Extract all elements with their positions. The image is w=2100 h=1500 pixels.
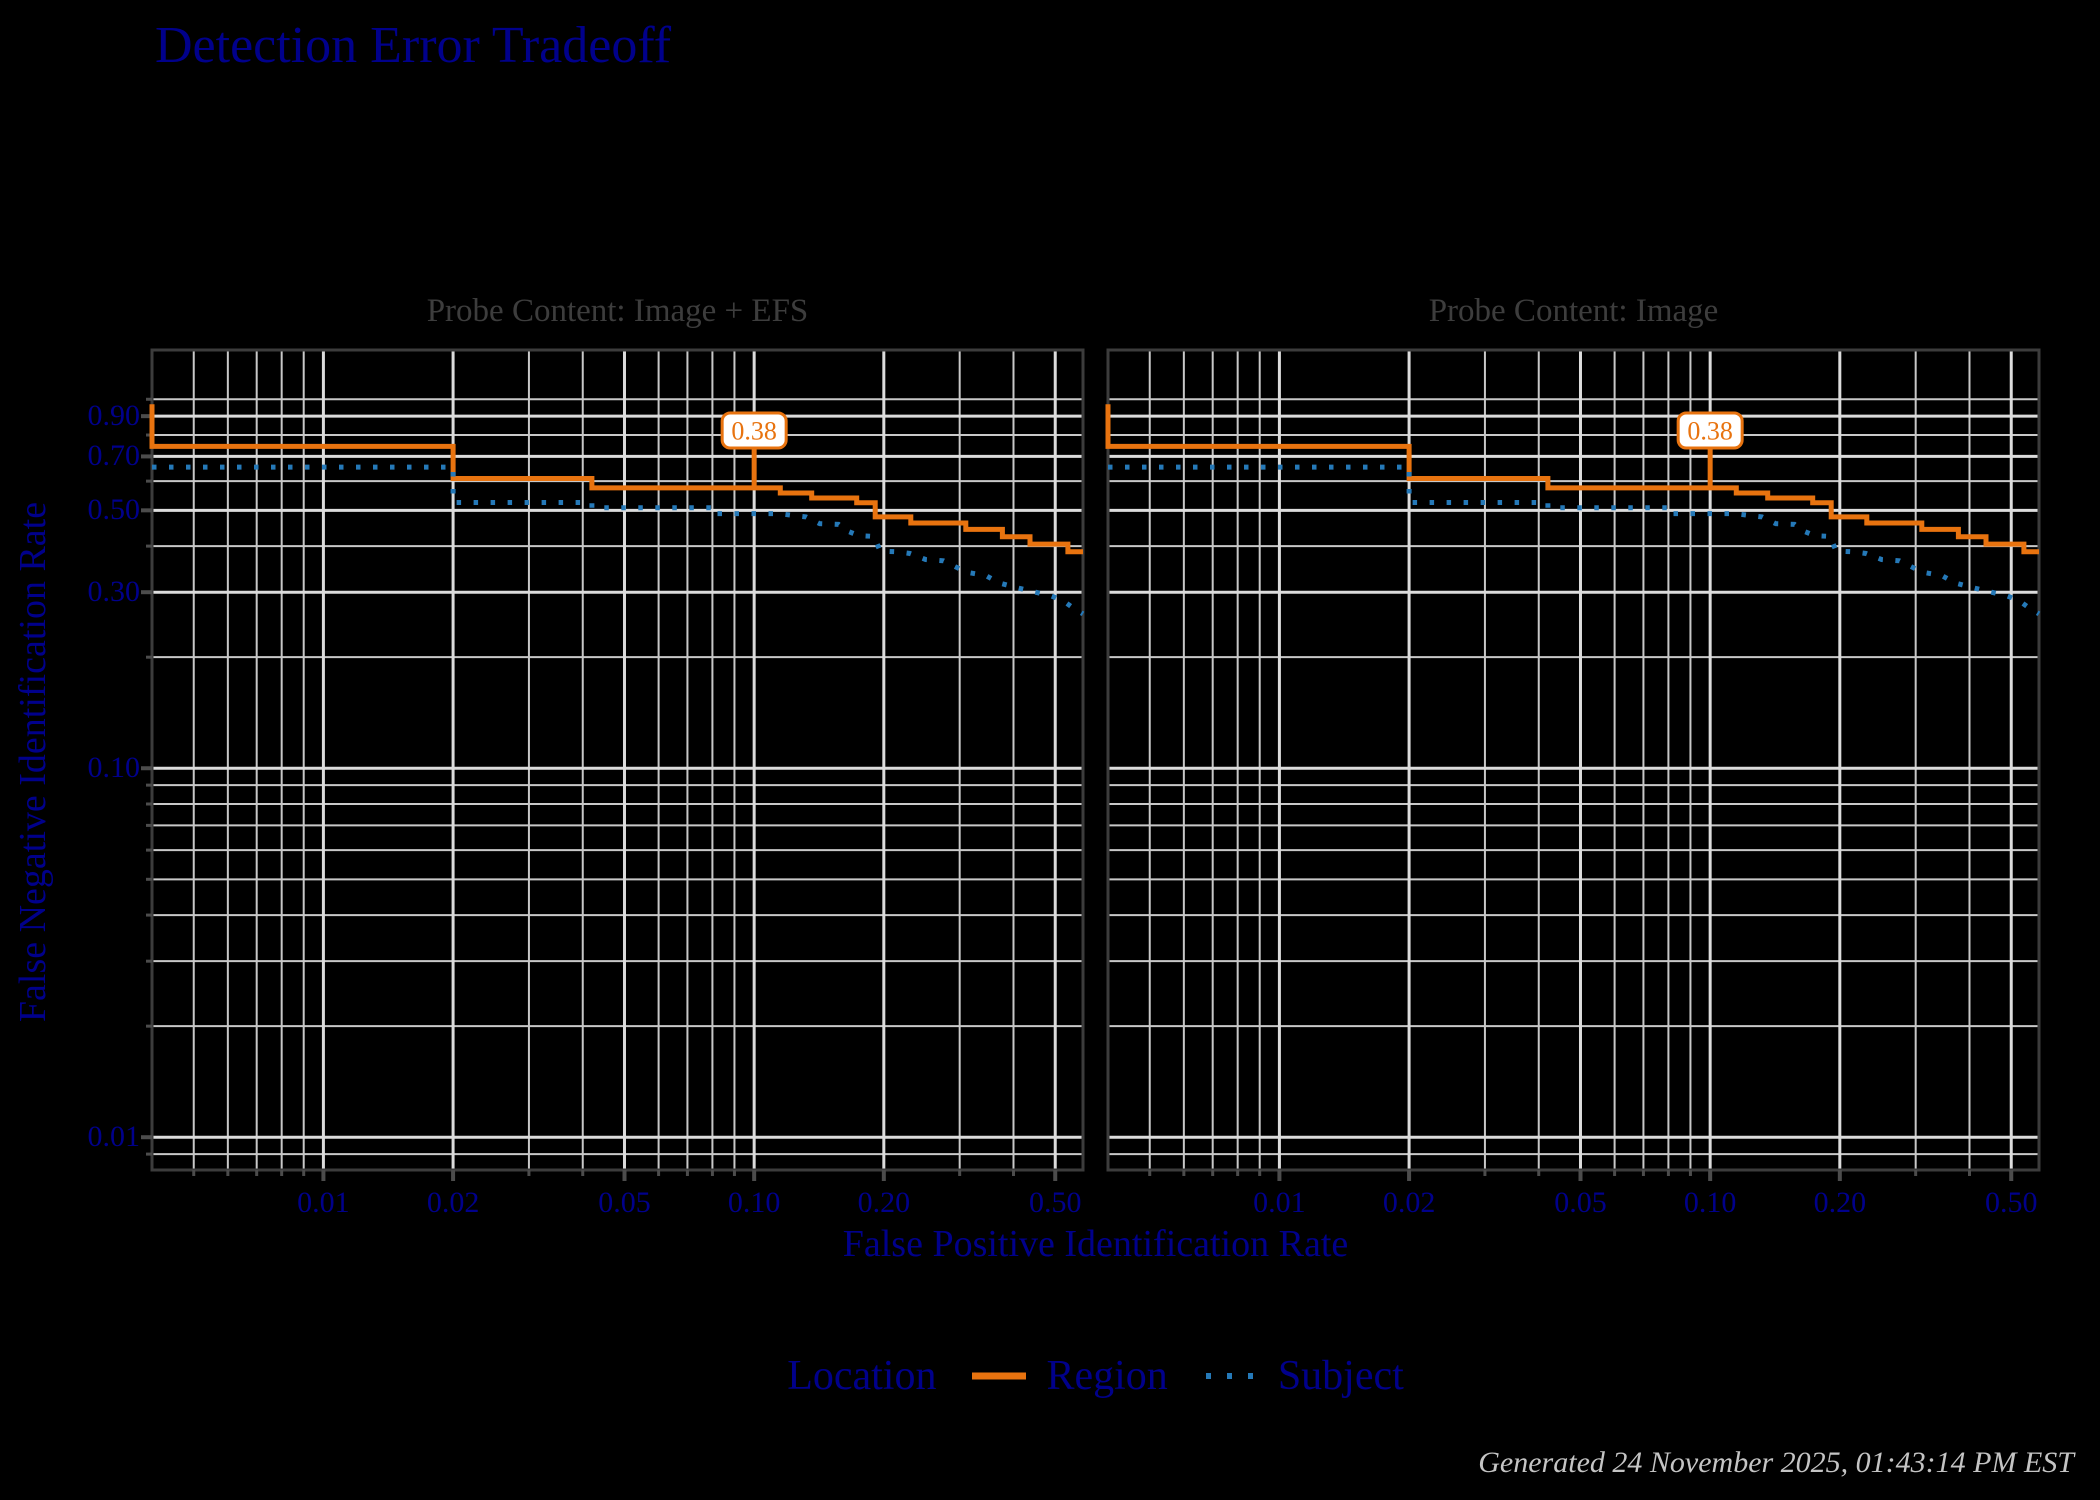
generated-timestamp: Generated 24 November 2025, 01:43:14 PM EST [1478,1446,2074,1479]
y-tick-label: 0.50 [87,493,140,527]
legend-swatch-solid-icon [970,1370,1028,1382]
y-axis-title: False Negative Identification Rate [12,501,54,1023]
y-tick-label: 0.30 [87,575,140,609]
x-tick-label: 0.20 [1813,1186,1867,1219]
x-axis-title: False Positive Identification Rate [842,1223,1349,1265]
x-tick-label: 0.02 [1382,1186,1436,1219]
y-tick-label: 0.70 [87,439,140,473]
series-region [152,404,1083,552]
y-tick-label: 0.90 [87,399,140,433]
series-region [1108,404,2039,552]
y-tick-label: 0.10 [87,751,140,785]
legend [152,1352,2039,1400]
annotation-label: 0.38 [731,416,777,446]
x-tick-label: 0.10 [1683,1186,1737,1219]
x-tick-label: 0.50 [1984,1186,2038,1219]
page-title: Detection Error Tradeoff [155,17,672,74]
x-tick-label: 0.02 [426,1186,480,1219]
legend-item-subject [1202,1352,1404,1400]
legend-label-subject: Subject [1277,1353,1404,1399]
x-tick-label: 0.01 [1253,1186,1306,1219]
det-plot [152,350,1083,1170]
y-tick-label: 0.01 [87,1120,140,1154]
panel-title-image: Probe Content: Image [1428,293,1719,329]
x-tick-label: 0.10 [727,1186,781,1219]
det-plot [1108,350,2039,1170]
x-tick-label: 0.50 [1028,1186,1082,1219]
x-tick-label: 0.01 [297,1186,350,1219]
legend-item-region [970,1352,1167,1400]
legend-swatch-dotted-icon [1202,1370,1260,1382]
det-panel-right [1108,350,2039,1170]
x-tick-label: 0.05 [598,1186,651,1219]
x-tick-label: 0.20 [857,1186,911,1219]
panel-title-image-efs: Probe Content: Image + EFS [426,293,809,329]
legend-label-region: Region [1046,1353,1168,1399]
det-panel-left [152,350,1083,1170]
legend-title: Location [787,1353,937,1399]
annotation-label: 0.38 [1687,416,1733,446]
x-tick-label: 0.05 [1554,1186,1607,1219]
